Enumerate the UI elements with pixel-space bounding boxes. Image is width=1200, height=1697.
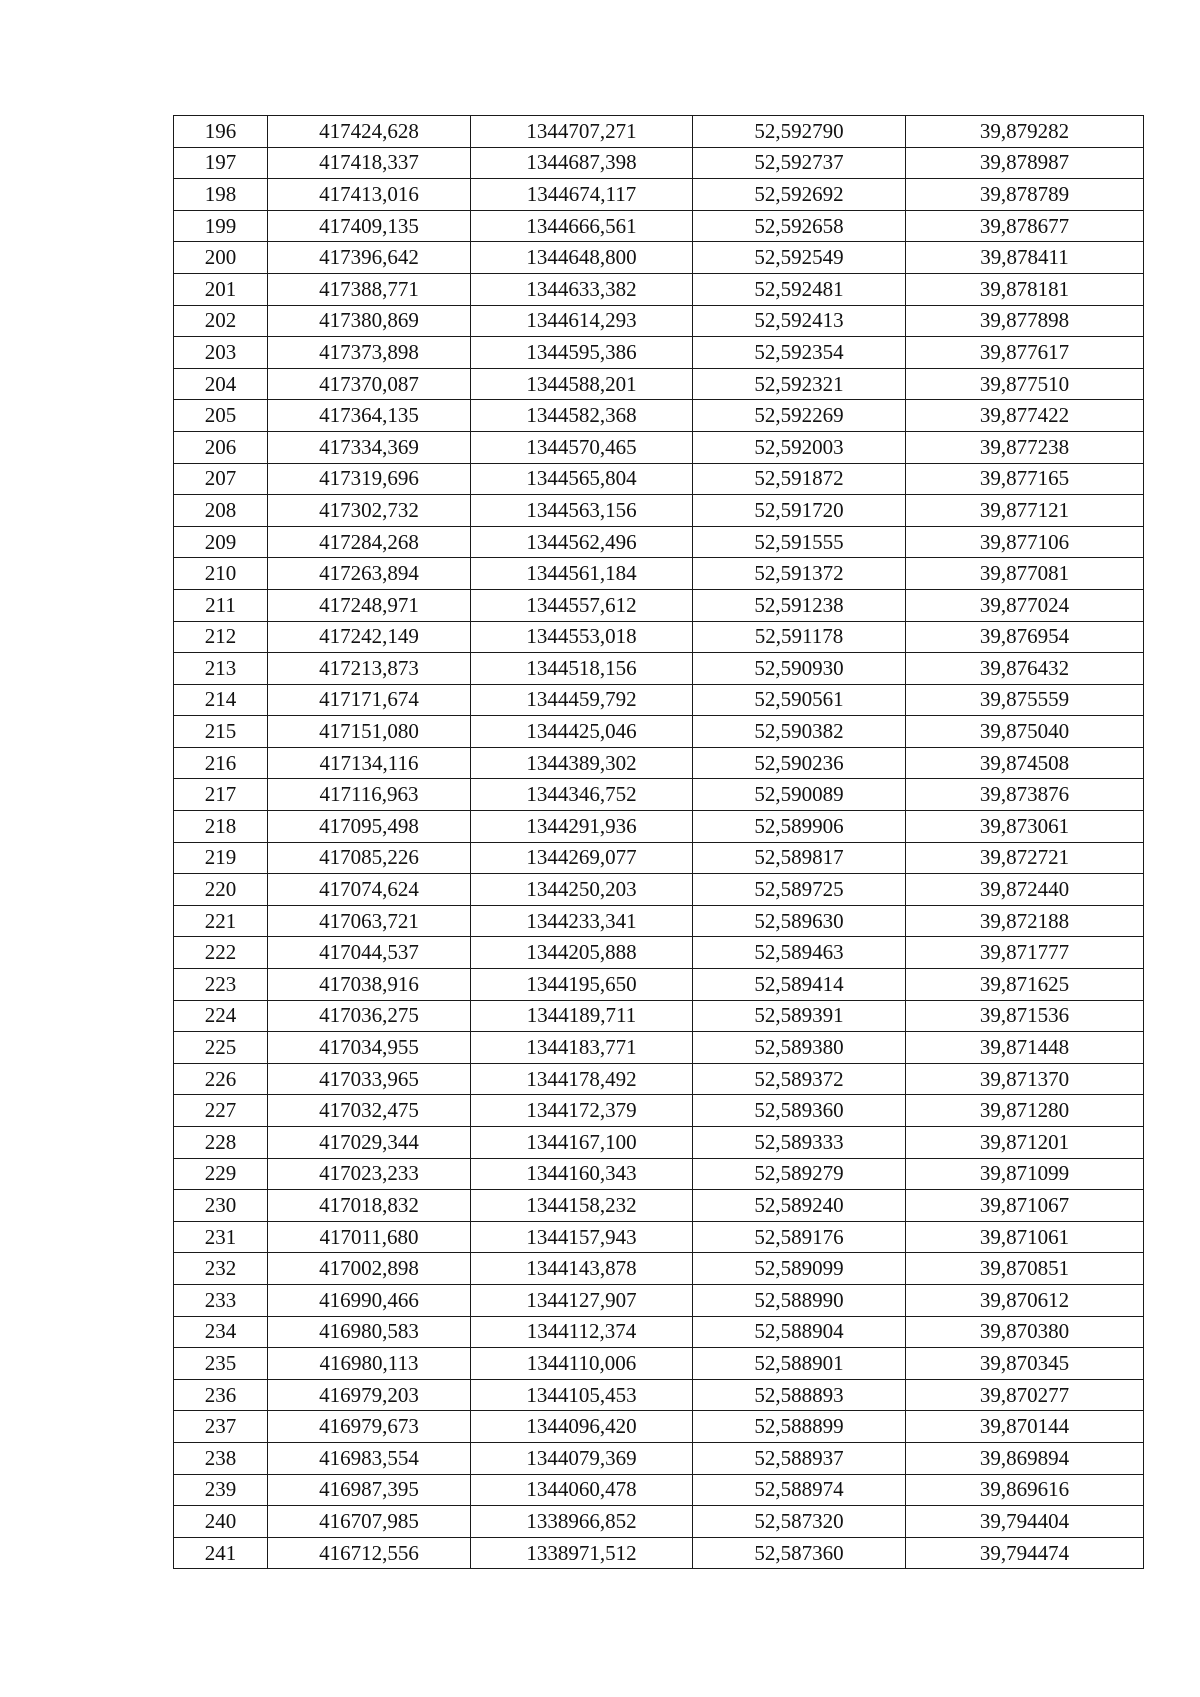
latitude-cell: 52,588901	[693, 1348, 906, 1380]
x-coordinate-cell: 417396,642	[268, 242, 471, 274]
y-coordinate-cell: 1344563,156	[471, 495, 693, 527]
x-coordinate-cell: 417029,344	[268, 1127, 471, 1159]
x-coordinate-cell: 417095,498	[268, 811, 471, 843]
point-number-cell: 199	[174, 210, 268, 242]
table-row	[174, 905, 1144, 937]
point-number-cell: 235	[174, 1348, 268, 1380]
y-coordinate-cell: 1344553,018	[471, 621, 693, 653]
longitude-cell: 39,871061	[906, 1221, 1144, 1253]
longitude-cell: 39,878789	[906, 179, 1144, 211]
table-row	[174, 305, 1144, 337]
point-number-cell: 210	[174, 558, 268, 590]
table-row	[174, 653, 1144, 685]
longitude-cell: 39,872188	[906, 905, 1144, 937]
x-coordinate-cell: 417248,971	[268, 589, 471, 621]
x-coordinate-cell: 417011,680	[268, 1221, 471, 1253]
latitude-cell: 52,591555	[693, 526, 906, 558]
y-coordinate-cell: 1344459,792	[471, 684, 693, 716]
x-coordinate-cell: 416980,583	[268, 1316, 471, 1348]
table-row	[174, 368, 1144, 400]
point-number-cell: 221	[174, 905, 268, 937]
latitude-cell: 52,589099	[693, 1253, 906, 1285]
table-row	[174, 147, 1144, 179]
longitude-cell: 39,870345	[906, 1348, 1144, 1380]
latitude-cell: 52,590089	[693, 779, 906, 811]
point-number-cell: 227	[174, 1095, 268, 1127]
point-number-cell: 229	[174, 1158, 268, 1190]
longitude-cell: 39,794404	[906, 1506, 1144, 1538]
point-number-cell: 217	[174, 779, 268, 811]
latitude-cell: 52,588937	[693, 1442, 906, 1474]
x-coordinate-cell: 417213,873	[268, 653, 471, 685]
x-coordinate-cell: 417085,226	[268, 842, 471, 874]
point-number-cell: 218	[174, 811, 268, 843]
y-coordinate-cell: 1344518,156	[471, 653, 693, 685]
y-coordinate-cell: 1344269,077	[471, 842, 693, 874]
table-row	[174, 1221, 1144, 1253]
y-coordinate-cell: 1344167,100	[471, 1127, 693, 1159]
latitude-cell: 52,589360	[693, 1095, 906, 1127]
y-coordinate-cell: 1344346,752	[471, 779, 693, 811]
point-number-cell: 231	[174, 1221, 268, 1253]
point-number-cell: 239	[174, 1474, 268, 1506]
coordinates-table-body	[174, 116, 1144, 1569]
longitude-cell: 39,870612	[906, 1284, 1144, 1316]
latitude-cell: 52,588899	[693, 1411, 906, 1443]
latitude-cell: 52,589906	[693, 811, 906, 843]
point-number-cell: 220	[174, 874, 268, 906]
point-number-cell: 200	[174, 242, 268, 274]
point-number-cell: 201	[174, 273, 268, 305]
point-number-cell: 228	[174, 1127, 268, 1159]
longitude-cell: 39,877617	[906, 337, 1144, 369]
y-coordinate-cell: 1344205,888	[471, 937, 693, 969]
longitude-cell: 39,871067	[906, 1190, 1144, 1222]
latitude-cell: 52,592354	[693, 337, 906, 369]
longitude-cell: 39,871280	[906, 1095, 1144, 1127]
latitude-cell: 52,589391	[693, 1000, 906, 1032]
longitude-cell: 39,877422	[906, 400, 1144, 432]
y-coordinate-cell: 1344178,492	[471, 1063, 693, 1095]
y-coordinate-cell: 1344557,612	[471, 589, 693, 621]
point-number-cell: 209	[174, 526, 268, 558]
y-coordinate-cell: 1344588,201	[471, 368, 693, 400]
table-row	[174, 210, 1144, 242]
table-row	[174, 811, 1144, 843]
x-coordinate-cell: 417074,624	[268, 874, 471, 906]
longitude-cell: 39,873876	[906, 779, 1144, 811]
table-row	[174, 400, 1144, 432]
longitude-cell: 39,878677	[906, 210, 1144, 242]
point-number-cell: 232	[174, 1253, 268, 1285]
table-row	[174, 273, 1144, 305]
x-coordinate-cell: 417033,965	[268, 1063, 471, 1095]
table-row	[174, 937, 1144, 969]
y-coordinate-cell: 1344565,804	[471, 463, 693, 495]
y-coordinate-cell: 1344096,420	[471, 1411, 693, 1443]
latitude-cell: 52,590236	[693, 747, 906, 779]
point-number-cell: 215	[174, 716, 268, 748]
latitude-cell: 52,592737	[693, 147, 906, 179]
table-row	[174, 874, 1144, 906]
longitude-cell: 39,871777	[906, 937, 1144, 969]
table-row	[174, 526, 1144, 558]
latitude-cell: 52,588974	[693, 1474, 906, 1506]
longitude-cell: 39,794474	[906, 1537, 1144, 1569]
latitude-cell: 52,592003	[693, 431, 906, 463]
x-coordinate-cell: 417370,087	[268, 368, 471, 400]
longitude-cell: 39,871201	[906, 1127, 1144, 1159]
y-coordinate-cell: 1344389,302	[471, 747, 693, 779]
longitude-cell: 39,877898	[906, 305, 1144, 337]
y-coordinate-cell: 1344582,368	[471, 400, 693, 432]
latitude-cell: 52,589414	[693, 969, 906, 1001]
x-coordinate-cell: 417036,275	[268, 1000, 471, 1032]
longitude-cell: 39,877121	[906, 495, 1144, 527]
longitude-cell: 39,871536	[906, 1000, 1144, 1032]
y-coordinate-cell: 1344110,006	[471, 1348, 693, 1380]
table-row	[174, 558, 1144, 590]
longitude-cell: 39,877106	[906, 526, 1144, 558]
x-coordinate-cell: 416979,203	[268, 1379, 471, 1411]
point-number-cell: 205	[174, 400, 268, 432]
latitude-cell: 52,590930	[693, 653, 906, 685]
x-coordinate-cell: 417319,696	[268, 463, 471, 495]
y-coordinate-cell: 1344614,293	[471, 305, 693, 337]
x-coordinate-cell: 417284,268	[268, 526, 471, 558]
longitude-cell: 39,874508	[906, 747, 1144, 779]
table-row	[174, 1537, 1144, 1569]
x-coordinate-cell: 416707,985	[268, 1506, 471, 1538]
latitude-cell: 52,589372	[693, 1063, 906, 1095]
x-coordinate-cell: 417263,894	[268, 558, 471, 590]
latitude-cell: 52,592321	[693, 368, 906, 400]
y-coordinate-cell: 1338966,852	[471, 1506, 693, 1538]
table-row	[174, 337, 1144, 369]
latitude-cell: 52,590561	[693, 684, 906, 716]
latitude-cell: 52,592692	[693, 179, 906, 211]
x-coordinate-cell: 417151,080	[268, 716, 471, 748]
point-number-cell: 213	[174, 653, 268, 685]
longitude-cell: 39,878987	[906, 147, 1144, 179]
x-coordinate-cell: 417302,732	[268, 495, 471, 527]
y-coordinate-cell: 1344707,271	[471, 116, 693, 148]
latitude-cell: 52,591720	[693, 495, 906, 527]
longitude-cell: 39,877081	[906, 558, 1144, 590]
table-row	[174, 747, 1144, 779]
point-number-cell: 208	[174, 495, 268, 527]
table-row	[174, 969, 1144, 1001]
latitude-cell: 52,592658	[693, 210, 906, 242]
table-row	[174, 1474, 1144, 1506]
point-number-cell: 241	[174, 1537, 268, 1569]
longitude-cell: 39,876432	[906, 653, 1144, 685]
latitude-cell: 52,589817	[693, 842, 906, 874]
longitude-cell: 39,871448	[906, 1032, 1144, 1064]
point-number-cell: 219	[174, 842, 268, 874]
table-row	[174, 1095, 1144, 1127]
y-coordinate-cell: 1344674,117	[471, 179, 693, 211]
latitude-cell: 52,588904	[693, 1316, 906, 1348]
y-coordinate-cell: 1344157,943	[471, 1221, 693, 1253]
latitude-cell: 52,592481	[693, 273, 906, 305]
x-coordinate-cell: 416983,554	[268, 1442, 471, 1474]
latitude-cell: 52,591372	[693, 558, 906, 590]
point-number-cell: 203	[174, 337, 268, 369]
y-coordinate-cell: 1344172,379	[471, 1095, 693, 1127]
point-number-cell: 222	[174, 937, 268, 969]
latitude-cell: 52,589240	[693, 1190, 906, 1222]
longitude-cell: 39,872721	[906, 842, 1144, 874]
longitude-cell: 39,878411	[906, 242, 1144, 274]
point-number-cell: 238	[174, 1442, 268, 1474]
x-coordinate-cell: 417380,869	[268, 305, 471, 337]
y-coordinate-cell: 1338971,512	[471, 1537, 693, 1569]
y-coordinate-cell: 1344291,936	[471, 811, 693, 843]
longitude-cell: 39,879282	[906, 116, 1144, 148]
x-coordinate-cell: 416979,673	[268, 1411, 471, 1443]
point-number-cell: 230	[174, 1190, 268, 1222]
y-coordinate-cell: 1344183,771	[471, 1032, 693, 1064]
table-row	[174, 779, 1144, 811]
table-row	[174, 1316, 1144, 1348]
latitude-cell: 52,591238	[693, 589, 906, 621]
table-row	[174, 495, 1144, 527]
y-coordinate-cell: 1344160,343	[471, 1158, 693, 1190]
y-coordinate-cell: 1344189,711	[471, 1000, 693, 1032]
y-coordinate-cell: 1344562,496	[471, 526, 693, 558]
table-row	[174, 179, 1144, 211]
point-number-cell: 206	[174, 431, 268, 463]
latitude-cell: 52,587360	[693, 1537, 906, 1569]
x-coordinate-cell: 417038,916	[268, 969, 471, 1001]
longitude-cell: 39,869616	[906, 1474, 1144, 1506]
y-coordinate-cell: 1344195,650	[471, 969, 693, 1001]
point-number-cell: 234	[174, 1316, 268, 1348]
longitude-cell: 39,870144	[906, 1411, 1144, 1443]
table-row	[174, 1442, 1144, 1474]
point-number-cell: 196	[174, 116, 268, 148]
table-row	[174, 431, 1144, 463]
table-row	[174, 1158, 1144, 1190]
x-coordinate-cell: 417409,135	[268, 210, 471, 242]
x-coordinate-cell: 417034,955	[268, 1032, 471, 1064]
latitude-cell: 52,592413	[693, 305, 906, 337]
x-coordinate-cell: 416987,395	[268, 1474, 471, 1506]
longitude-cell: 39,878181	[906, 273, 1144, 305]
longitude-cell: 39,877510	[906, 368, 1144, 400]
longitude-cell: 39,869894	[906, 1442, 1144, 1474]
latitude-cell: 52,592549	[693, 242, 906, 274]
longitude-cell: 39,871099	[906, 1158, 1144, 1190]
table-row	[174, 242, 1144, 274]
x-coordinate-cell: 417242,149	[268, 621, 471, 653]
table-row	[174, 842, 1144, 874]
y-coordinate-cell: 1344570,465	[471, 431, 693, 463]
latitude-cell: 52,589380	[693, 1032, 906, 1064]
longitude-cell: 39,875559	[906, 684, 1144, 716]
point-number-cell: 216	[174, 747, 268, 779]
point-number-cell: 236	[174, 1379, 268, 1411]
latitude-cell: 52,589463	[693, 937, 906, 969]
point-number-cell: 207	[174, 463, 268, 495]
table-row	[174, 589, 1144, 621]
latitude-cell: 52,591872	[693, 463, 906, 495]
x-coordinate-cell: 417032,475	[268, 1095, 471, 1127]
table-row	[174, 1253, 1144, 1285]
table-row	[174, 1032, 1144, 1064]
longitude-cell: 39,877024	[906, 589, 1144, 621]
longitude-cell: 39,876954	[906, 621, 1144, 653]
y-coordinate-cell: 1344233,341	[471, 905, 693, 937]
longitude-cell: 39,877165	[906, 463, 1144, 495]
point-number-cell: 212	[174, 621, 268, 653]
table-row	[174, 1127, 1144, 1159]
latitude-cell: 52,589630	[693, 905, 906, 937]
latitude-cell: 52,589333	[693, 1127, 906, 1159]
point-number-cell: 214	[174, 684, 268, 716]
y-coordinate-cell: 1344666,561	[471, 210, 693, 242]
x-coordinate-cell: 416712,556	[268, 1537, 471, 1569]
table-row	[174, 1411, 1144, 1443]
latitude-cell: 52,592790	[693, 116, 906, 148]
y-coordinate-cell: 1344687,398	[471, 147, 693, 179]
x-coordinate-cell: 417424,628	[268, 116, 471, 148]
y-coordinate-cell: 1344633,382	[471, 273, 693, 305]
point-number-cell: 225	[174, 1032, 268, 1064]
longitude-cell: 39,875040	[906, 716, 1144, 748]
point-number-cell: 202	[174, 305, 268, 337]
point-number-cell: 237	[174, 1411, 268, 1443]
table-row	[174, 116, 1144, 148]
longitude-cell: 39,871625	[906, 969, 1144, 1001]
point-number-cell: 197	[174, 147, 268, 179]
y-coordinate-cell: 1344127,907	[471, 1284, 693, 1316]
latitude-cell: 52,587320	[693, 1506, 906, 1538]
latitude-cell: 52,589176	[693, 1221, 906, 1253]
longitude-cell: 39,871370	[906, 1063, 1144, 1095]
coordinates-table	[173, 115, 1144, 1569]
longitude-cell: 39,872440	[906, 874, 1144, 906]
x-coordinate-cell: 417002,898	[268, 1253, 471, 1285]
table-row	[174, 716, 1144, 748]
table-row	[174, 1506, 1144, 1538]
point-number-cell: 226	[174, 1063, 268, 1095]
y-coordinate-cell: 1344112,374	[471, 1316, 693, 1348]
longitude-cell: 39,877238	[906, 431, 1144, 463]
table-row	[174, 1000, 1144, 1032]
y-coordinate-cell: 1344250,203	[471, 874, 693, 906]
x-coordinate-cell: 416990,466	[268, 1284, 471, 1316]
y-coordinate-cell: 1344143,878	[471, 1253, 693, 1285]
longitude-cell: 39,873061	[906, 811, 1144, 843]
x-coordinate-cell: 417171,674	[268, 684, 471, 716]
y-coordinate-cell: 1344561,184	[471, 558, 693, 590]
x-coordinate-cell: 417334,369	[268, 431, 471, 463]
latitude-cell: 52,588893	[693, 1379, 906, 1411]
point-number-cell: 233	[174, 1284, 268, 1316]
table-row	[174, 1284, 1144, 1316]
latitude-cell: 52,589725	[693, 874, 906, 906]
table-row	[174, 684, 1144, 716]
latitude-cell: 52,591178	[693, 621, 906, 653]
y-coordinate-cell: 1344079,369	[471, 1442, 693, 1474]
x-coordinate-cell: 417023,233	[268, 1158, 471, 1190]
table-row	[174, 1379, 1144, 1411]
longitude-cell: 39,870851	[906, 1253, 1144, 1285]
x-coordinate-cell: 417364,135	[268, 400, 471, 432]
point-number-cell: 204	[174, 368, 268, 400]
x-coordinate-cell: 417018,832	[268, 1190, 471, 1222]
table-row	[174, 1063, 1144, 1095]
latitude-cell: 52,589279	[693, 1158, 906, 1190]
y-coordinate-cell: 1344105,453	[471, 1379, 693, 1411]
table-row	[174, 1348, 1144, 1380]
x-coordinate-cell: 417044,537	[268, 937, 471, 969]
table-row	[174, 463, 1144, 495]
point-number-cell: 240	[174, 1506, 268, 1538]
x-coordinate-cell: 417418,337	[268, 147, 471, 179]
y-coordinate-cell: 1344595,386	[471, 337, 693, 369]
y-coordinate-cell: 1344648,800	[471, 242, 693, 274]
table-row	[174, 621, 1144, 653]
point-number-cell: 211	[174, 589, 268, 621]
x-coordinate-cell: 417413,016	[268, 179, 471, 211]
x-coordinate-cell: 416980,113	[268, 1348, 471, 1380]
y-coordinate-cell: 1344425,046	[471, 716, 693, 748]
y-coordinate-cell: 1344060,478	[471, 1474, 693, 1506]
x-coordinate-cell: 417116,963	[268, 779, 471, 811]
y-coordinate-cell: 1344158,232	[471, 1190, 693, 1222]
x-coordinate-cell: 417373,898	[268, 337, 471, 369]
latitude-cell: 52,590382	[693, 716, 906, 748]
point-number-cell: 198	[174, 179, 268, 211]
x-coordinate-cell: 417134,116	[268, 747, 471, 779]
table-row	[174, 1190, 1144, 1222]
x-coordinate-cell: 417388,771	[268, 273, 471, 305]
x-coordinate-cell: 417063,721	[268, 905, 471, 937]
latitude-cell: 52,592269	[693, 400, 906, 432]
longitude-cell: 39,870380	[906, 1316, 1144, 1348]
longitude-cell: 39,870277	[906, 1379, 1144, 1411]
point-number-cell: 224	[174, 1000, 268, 1032]
latitude-cell: 52,588990	[693, 1284, 906, 1316]
point-number-cell: 223	[174, 969, 268, 1001]
